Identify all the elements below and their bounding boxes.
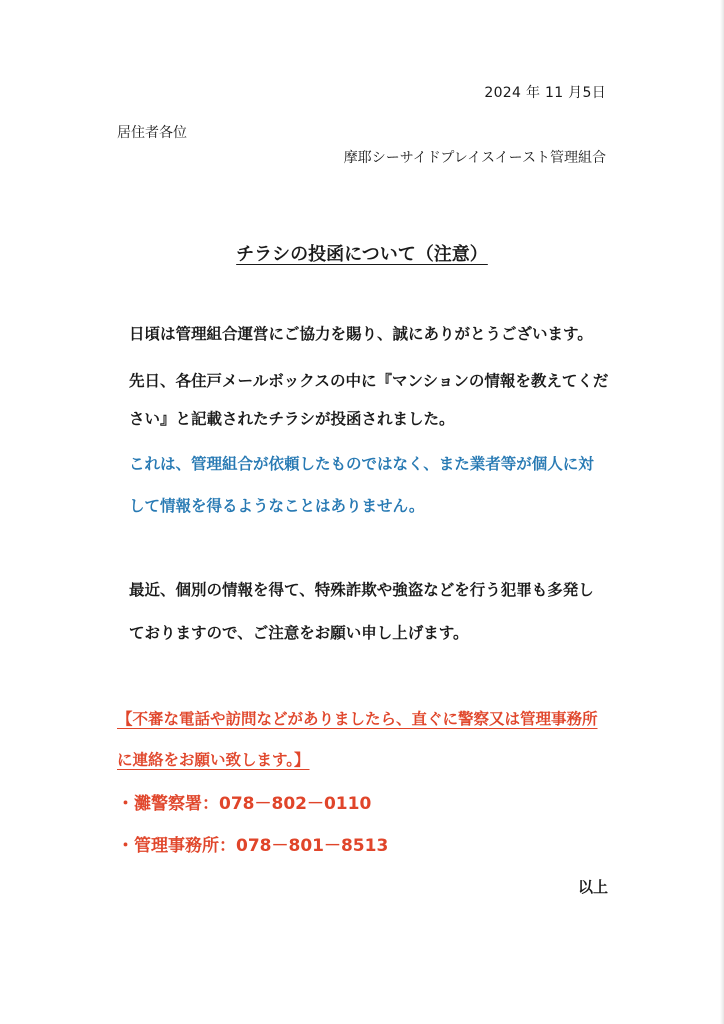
issue-date: 2024 年 11 月5日 [484, 85, 606, 101]
body-paragraph-3-line-1: 最近、個別の情報を得て、特殊詐欺や強盗などを行う犯罪も多発し [129, 581, 594, 599]
body-paragraph-1-line-1: 日頃は管理組合運営にご協力を賜り、誠にありがとうございます。 [129, 325, 593, 343]
body-paragraph-1-line-2: 先日、各住戸メールボックスの中に『マンションの情報を教えてくだ [129, 372, 609, 390]
page-edge [720, 0, 724, 1024]
sender: 摩耶シーサイドプレイスイースト管理組合 [343, 150, 606, 166]
body-paragraph-2-line-2: して情報を得るようなことはありません。 [129, 497, 425, 515]
document-title-text: チラシの投函について（注意） [236, 244, 488, 265]
office-contact: ・管理事務所：078－801－8513 [117, 836, 389, 856]
body-paragraph-1-line-3: さい』と記載されたチラシが投函されました。 [129, 410, 455, 428]
closing-mark: 以上 [577, 878, 608, 896]
warning-line-2: に連絡をお願い致します。】 [117, 751, 310, 769]
document-title [0, 240, 724, 266]
warning-line-1: 【不審な電話や訪問などがありましたら、直ぐに警察又は管理事務所 [117, 710, 598, 728]
recipient: 居住者各位 [117, 125, 187, 141]
body-paragraph-3-line-2: ておりますので、ご注意をお願い申し上げます。 [129, 624, 469, 642]
police-contact: ・灘警察署：078－802－0110 [117, 794, 372, 814]
body-paragraph-2-line-1: これは、管理組合が依頼したものではなく、また業者等が個人に対 [129, 455, 594, 473]
